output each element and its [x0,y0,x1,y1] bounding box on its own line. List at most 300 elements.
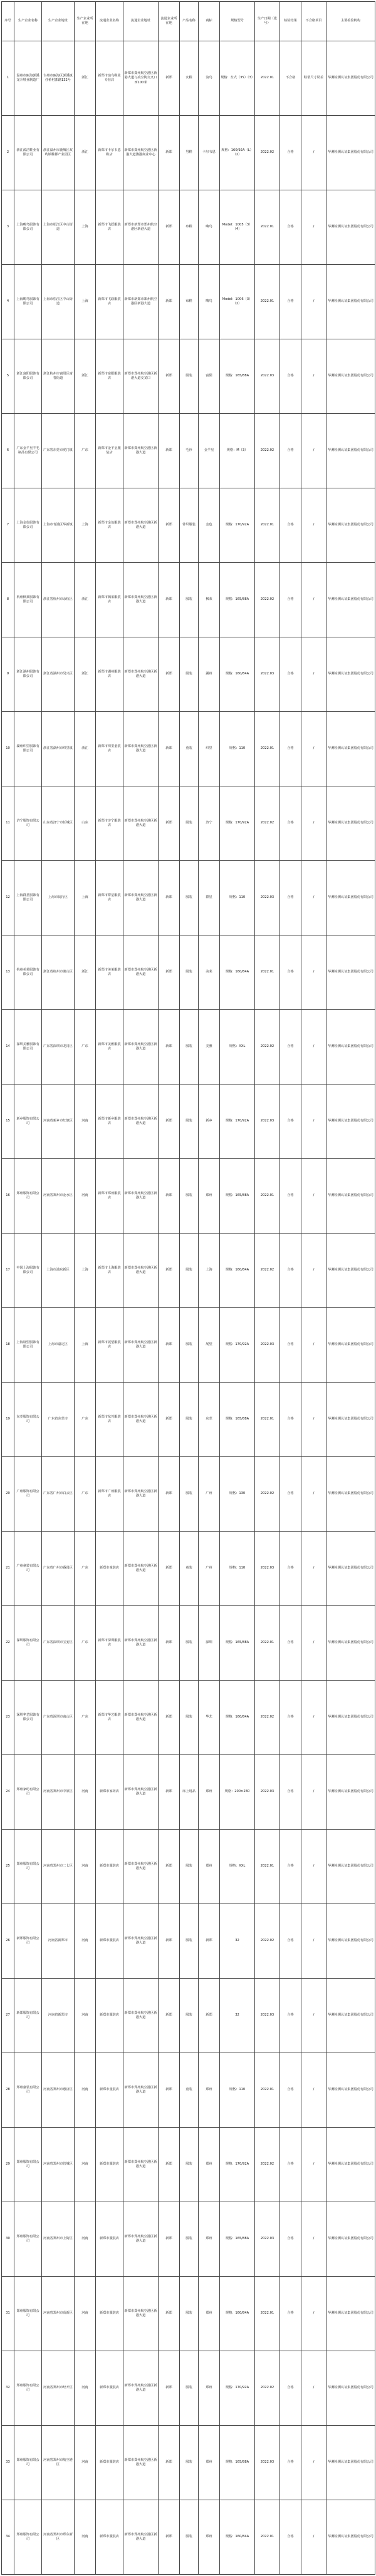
cell-seller: 新郑市飞跃服装店 [96,190,123,265]
cell-brand: 群星 [199,861,220,935]
cell-model: 规格：M（3） [220,414,255,488]
cell-brand: 嗨鸟 [199,190,220,265]
cell-item: / [301,1606,326,1681]
table-row [2,1532,375,1606]
cell-seller-addr: 新郑市郑州航空港区新港大道 [123,1084,159,1159]
cell-item: / [301,712,326,786]
cell-no: 28 [2,2053,14,2128]
cell-seller: 新郑市家纺店 [96,1755,123,1830]
cell-model: 规格：170/92A [220,2351,255,2426]
cell-seller: 新郑市服装店 [96,1979,123,2053]
cell-loc: 广东 [75,1010,96,1084]
cell-no: 29 [2,2128,14,2202]
cell-mfr-addr: 河南省新乡市红旗区 [42,1084,75,1159]
cell-lab: 华测检测认证集团股份有限公司 [326,2202,375,2277]
cell-mfr: 济宁服饰有限公司 [14,786,42,861]
cell-model: 规格：200×230 [220,1755,255,1830]
table-row [2,2053,375,2128]
cell-brand: 东莞 [199,1383,220,1457]
cell-mfr: 新乡服饰有限公司 [14,1084,42,1159]
cell-mfr-addr: 河南省郑州市高新区 [42,2277,75,2351]
cell-item: / [301,1904,326,1979]
cell-seller-addr: 新郑市郑州航空港区新港大道 [123,1308,159,1383]
cell-mfr: 上海金色服饰有限公司 [14,488,42,563]
cell-product: 童装 [180,1532,199,1606]
cell-batch: 2022.03 [255,1532,280,1606]
cell-product: 服装 [180,786,199,861]
cell-no: 20 [2,1457,14,1532]
cell-product: 服装 [180,2351,199,2426]
cell-lab: 华测检测认证集团股份有限公司 [326,1904,375,1979]
table-row [2,637,375,712]
cell-loc: 浙江 [75,339,96,414]
cell-result: 合格 [280,1010,301,1084]
cell-seller: 新郑市金色服装店 [96,488,123,563]
cell-mfr-addr: 上海市松江区中山街道 [42,190,75,265]
cell-result: 合格 [280,2053,301,2128]
cell-seller-loc: 新郑 [159,1606,180,1681]
cell-mfr: 郑州服饰有限公司 [14,2500,42,2575]
cell-lab: 华测检测认证集团股份有限公司 [326,712,375,786]
cell-model: 规格：160/84A [220,2500,255,2575]
cell-mfr: 郑州服饰有限公司 [14,2128,42,2202]
cell-brand: 郑州 [199,2277,220,2351]
cell-lab: 华测检测认证集团股份有限公司 [326,2128,375,2202]
cell-seller-addr: 新郑市郑州航空港区新港大道 [123,2128,159,2202]
cell-product: 布鞋 [180,265,199,339]
cell-seller-addr: 新郑市郑州航空港区新港大道 [123,1755,159,1830]
cell-batch: 2022.01 [255,2053,280,2128]
table-header-row [2,2,375,41]
cell-brand: 广州 [199,1457,220,1532]
cell-item: / [301,1308,326,1383]
cell-mfr: 温州市瓯海郭溪龙升鞋业制造厂 [14,41,42,116]
cell-seller-addr: 新郑市郑州航空港区新港大道 [123,1383,159,1457]
cell-mfr-addr: 河南省郑州市经开区 [42,2351,75,2426]
cell-seller: 新郑市童装店 [96,2053,123,2128]
cell-lab: 华测检测认证集团股份有限公司 [326,563,375,637]
cell-product: 服装 [180,1234,199,1308]
cell-seller-loc: 新郑 [159,1830,180,1904]
cell-no: 4 [2,265,14,339]
cell-result: 合格 [280,935,301,1010]
cell-mfr-addr: 浙江省湖州市织里镇 [42,712,75,786]
cell-seller: 新郑市服装店 [96,2426,123,2500]
cell-mfr: 上海群星服饰有限公司 [14,861,42,935]
cell-batch: 2022.01 [255,1606,280,1681]
table-row [2,935,375,1010]
cell-item: / [301,1457,326,1532]
table-row [2,861,375,935]
cell-lab: 华测检测认证集团股份有限公司 [326,1308,375,1383]
cell-product: 服装 [180,1457,199,1532]
cell-batch: 2022.02 [255,563,280,637]
table-row [2,1681,375,1755]
cell-lab: 华测检测认证集团股份有限公司 [326,935,375,1010]
table-row [2,339,375,414]
cell-item: / [301,637,326,712]
cell-mfr: 上海嗨鸟服饰有限公司 [14,265,42,339]
cell-loc: 上海 [75,1234,96,1308]
cell-seller: 新郑市群星服装店 [96,861,123,935]
cell-seller-addr: 新郑市郑州航空港区新港大道 [123,637,159,712]
cell-mfr-addr: 河南省新郑市 [42,1904,75,1979]
cell-batch: 2022.03 [255,637,280,712]
cell-item: / [301,1234,326,1308]
cell-lab: 华测检测认证集团股份有限公司 [326,1755,375,1830]
cell-seller: 新郑市深圳服装店 [96,1606,123,1681]
cell-product: 服装 [180,339,199,414]
cell-result: 合格 [280,1755,301,1830]
cell-seller-loc: 新郑 [159,2277,180,2351]
cell-mfr: 浙江富阳服饰有限公司 [14,339,42,414]
cell-seller-addr: 新郑市郑州航空港区新港大道 [123,414,159,488]
cell-loc: 上海 [75,861,96,935]
cell-batch: 2022.01 [255,935,280,1010]
cell-mfr: 郑州服饰有限公司 [14,2426,42,2500]
column-header: 流通企业所在地 [159,2,180,41]
cell-seller-loc: 新郑 [159,1904,180,1979]
cell-batch: 2022.01 [255,41,280,116]
cell-batch: 2022.03 [255,2202,280,2277]
cell-result: 合格 [280,1457,301,1532]
cell-seller-addr: 新郑市郑州航空港区新港大道 [123,712,159,786]
cell-batch: 2022.02 [255,1010,280,1084]
cell-model: 规格：160/84A [220,1681,255,1755]
cell-seller-addr: 新郑市郑州航空港区新港大道 [123,786,159,861]
cell-seller-loc: 新郑 [159,2500,180,2575]
cell-brand: 华艺 [199,1681,220,1755]
table-row [2,712,375,786]
column-header: 生产企业名称 [14,2,42,41]
cell-seller: 新郑市浪鸟鞋业专营店 [96,41,123,116]
cell-seller: 新郑市服装店 [96,2128,123,2202]
cell-lab: 华测检测认证集团股份有限公司 [326,2426,375,2500]
cell-lab: 华测检测认证集团股份有限公司 [326,116,375,190]
cell-mfr: 深圳服饰有限公司 [14,1606,42,1681]
cell-seller-loc: 新郑 [159,1159,180,1234]
cell-model: 规格：170/92A [220,786,255,861]
column-header: 产品名称 [180,2,199,41]
cell-item: / [301,190,326,265]
cell-item: / [301,488,326,563]
cell-brand: 郑州 [199,2426,220,2500]
cell-item: / [301,414,326,488]
cell-result: 合格 [280,190,301,265]
cell-item: / [301,116,326,190]
cell-brand: 郑州 [199,2202,220,2277]
cell-brand: 枫莱 [199,563,220,637]
cell-loc: 河南 [75,2351,96,2426]
cell-loc: 河南 [75,1159,96,1234]
cell-item: / [301,1084,326,1159]
cell-item: / [301,861,326,935]
cell-model: 规格：160/84A [220,637,255,712]
cell-seller-addr: 新郑市郑州航空港区新港大道交叉口 [123,339,159,414]
cell-lab: 华测检测认证集团股份有限公司 [326,2277,375,2351]
cell-item: / [301,563,326,637]
cell-brand: 浪鸟 [199,41,220,116]
cell-lab: 华测检测认证集团股份有限公司 [326,2500,375,2575]
cell-seller-loc: 新郑 [159,414,180,488]
cell-mfr: 郑州服饰有限公司 [14,2277,42,2351]
cell-model: 规格：170/92A [220,488,255,563]
table-row [2,2128,375,2202]
cell-batch: 2022.02 [255,2128,280,2202]
cell-no: 31 [2,2277,14,2351]
cell-mfr: 浙江湖州服饰有限公司 [14,637,42,712]
cell-loc: 浙江 [75,116,96,190]
cell-mfr: 深圳美雅服饰有限公司 [14,1010,42,1084]
cell-seller-addr: 新郑市郑州航空港区新港大道 [123,1979,159,2053]
column-header: 生产日期（批号） [255,2,280,41]
cell-seller: 新郑市美雅服装店 [96,1010,123,1084]
cell-product: 服装 [180,1830,199,1904]
cell-batch: 2022.02 [255,786,280,861]
cell-item: / [301,786,326,861]
cell-product: 童装 [180,712,199,786]
cell-model: 32 [220,1979,255,2053]
cell-brand: 美雅 [199,1010,220,1084]
cell-mfr: 新郑服饰有限公司 [14,1979,42,2053]
cell-model: 规格：110 [220,2053,255,2128]
cell-no: 17 [2,1234,14,1308]
cell-mfr-addr: 上海市嘉定区 [42,1308,75,1383]
cell-brand: 新郑 [199,1979,220,2053]
cell-item: 鞋帮尺寸误差 [301,41,326,116]
table-row [2,1308,375,1383]
column-header: 不合格项目 [301,2,326,41]
cell-mfr-addr: 台州市瓯海区郭溪镇任桥村郭路132号 [42,41,75,116]
cell-seller-addr: 新郑市郑州航空港区新港大道 [123,2426,159,2500]
cell-lab: 华测检测认证集团股份有限公司 [326,265,375,339]
cell-item: / [301,1755,326,1830]
cell-brand: 郑州 [199,2128,220,2202]
cell-no: 14 [2,1010,14,1084]
table-row [2,116,375,190]
cell-batch: 2022.03 [255,1979,280,2053]
cell-item: / [301,2426,326,2500]
cell-seller-addr: 新郑市郑州航空港区新港大道与凌空街交叉口西100米 [123,41,159,116]
cell-brand: 郑州 [199,1159,220,1234]
cell-seller: 新郑市济宁服装店 [96,786,123,861]
cell-mfr-addr: 浙江省杭州市余杭区 [42,563,75,637]
table-row [2,414,375,488]
cell-mfr-addr: 上海市松江区中山街道 [42,265,75,339]
cell-batch: 2022.01 [255,1383,280,1457]
cell-result: 合格 [280,786,301,861]
cell-batch: 2022.02 [255,1681,280,1755]
cell-result: 合格 [280,2202,301,2277]
cell-product: 服装 [180,1606,199,1681]
cell-item: / [301,1159,326,1234]
cell-result: 合格 [280,2277,301,2351]
table-row [2,1084,375,1159]
cell-batch: 2022.03 [255,2426,280,2500]
cell-no: 22 [2,1606,14,1681]
cell-item: / [301,2053,326,2128]
cell-seller-addr: 新郑市郑州航空港区新港大道 [123,1010,159,1084]
table-row [2,1234,375,1308]
cell-product: 服装 [180,2202,199,2277]
cell-brand: 济宁 [199,786,220,861]
cell-seller-loc: 新郑 [159,2351,180,2426]
cell-mfr: 深圳华艺服饰有限公司 [14,1681,42,1755]
cell-mfr-addr: 浙江省杭州市萧山区 [42,935,75,1010]
cell-seller-addr: 新郑市郑州航空港区新港大道 [123,1234,159,1308]
table-row [2,2277,375,2351]
cell-no: 3 [2,190,14,265]
cell-brand: 新乡 [199,1084,220,1159]
cell-brand: 郑州 [199,1755,220,1830]
cell-result: 合格 [280,2426,301,2500]
cell-lab: 华测检测认证集团股份有限公司 [326,41,375,116]
cell-item: / [301,1830,326,1904]
cell-mfr: 杭州美莱服饰有限公司 [14,935,42,1010]
cell-seller-addr: 新郑市郑州航空港区新港大道 [123,563,159,637]
column-header: 流通企业地址 [123,2,159,41]
cell-product: 服装 [180,1084,199,1159]
cell-loc: 河南 [75,2202,96,2277]
cell-seller-loc: 新郑 [159,712,180,786]
cell-seller: 新郑市美莱服装店 [96,935,123,1010]
cell-mfr: 东莞服饰有限公司 [14,1383,42,1457]
cell-item: / [301,1532,326,1606]
column-header: 检验结果 [280,2,301,41]
inspection-results-table [1,1,375,2575]
table-row [2,2500,375,2575]
cell-brand: 金羊皇 [199,414,220,488]
cell-product: 服装 [180,1681,199,1755]
cell-product: 男鞋 [180,116,199,190]
cell-seller: 新郑市服装店 [96,1830,123,1904]
cell-mfr-addr: 河南省郑州市金水区 [42,1159,75,1234]
cell-loc: 河南 [75,1904,96,1979]
cell-batch: 2022.01 [255,190,280,265]
cell-product: 服装 [180,2426,199,2500]
table-body [2,41,375,2575]
cell-seller: 新郑市展望服装店 [96,1308,123,1383]
cell-brand: 上海 [199,1234,220,1308]
table-row [2,41,375,116]
cell-seller-loc: 新郑 [159,1308,180,1383]
cell-seller-loc: 新郑 [159,786,180,861]
cell-mfr: 郑州服饰有限公司 [14,2351,42,2426]
cell-no: 21 [2,1532,14,1606]
cell-mfr-addr: 浙江省湖州市吴兴区 [42,637,75,712]
cell-no: 30 [2,2202,14,2277]
cell-no: 16 [2,1159,14,1234]
cell-mfr-addr: 广东省深圳市宝安区 [42,1606,75,1681]
cell-model: 规格：女式（35）（3） [220,41,255,116]
cell-loc: 广东 [75,1383,96,1457]
cell-item: / [301,1979,326,2053]
cell-item: / [301,339,326,414]
cell-seller-addr: 新郑市郑州航空港区新港大道 [123,2277,159,2351]
table-row [2,190,375,265]
cell-product: 服装 [180,2277,199,2351]
cell-lab: 华测检测认证集团股份有限公司 [326,1084,375,1159]
cell-model: 规格：170/92A [220,1308,255,1383]
cell-result: 合格 [280,1159,301,1234]
cell-model: 规格：160/84A [220,935,255,1010]
cell-result: 合格 [280,563,301,637]
cell-mfr: 湖州织里服饰有限公司 [14,712,42,786]
column-header: 流通企业名称 [96,2,123,41]
cell-model: 规格：170/92A [220,2128,255,2202]
cell-seller-loc: 新郑 [159,190,180,265]
cell-batch: 2022.02 [255,1234,280,1308]
cell-seller-loc: 新郑 [159,265,180,339]
cell-seller-addr: 新郑市郑州航空港区新港大道 [123,488,159,563]
cell-seller-addr: 新郑市郑州航空港区新港大道 [123,1159,159,1234]
cell-seller: 新郑市新乡服装店 [96,1084,123,1159]
cell-seller-addr: 新郑市郑州航空港区新港大道 [123,861,159,935]
cell-no: 8 [2,563,14,637]
cell-product: 女鞋 [180,41,199,116]
cell-result: 不合格 [280,41,301,116]
cell-loc: 广东 [75,414,96,488]
cell-brand: 织里 [199,712,220,786]
table-row [2,1904,375,1979]
cell-loc: 山东 [75,786,96,861]
cell-product: 床上用品 [180,1755,199,1830]
table-row [2,1010,375,1084]
cell-mfr: 浙江源洁鞋业有限公司 [14,116,42,190]
cell-lab: 华测检测认证集团股份有限公司 [326,1979,375,2053]
cell-no: 18 [2,1308,14,1383]
cell-seller: 新郑市卡尔韦恩鞋店 [96,116,123,190]
cell-seller: 新郑市广州服装店 [96,1457,123,1532]
cell-model: 规格：165/88A [220,1606,255,1681]
cell-seller-loc: 新郑 [159,1457,180,1532]
cell-loc: 河南 [75,2053,96,2128]
cell-seller-addr: 新郑市郑州航空港区新港大道 [123,2500,159,2575]
cell-item: / [301,1010,326,1084]
cell-batch: 2022.02 [255,414,280,488]
cell-brand: 深圳 [199,1606,220,1681]
cell-seller-addr: 新郑市郑州航空港区新港大道 [123,935,159,1010]
cell-seller-addr: 新郑市郑州航空港区新港大道 [123,2053,159,2128]
cell-no: 1 [2,41,14,116]
cell-lab: 华测检测认证集团股份有限公司 [326,339,375,414]
cell-item: / [301,265,326,339]
cell-result: 合格 [280,116,301,190]
cell-batch: 2022.02 [255,1457,280,1532]
cell-seller: 新郑市湖州服装店 [96,637,123,712]
cell-seller: 新郑市织里童装店 [96,712,123,786]
cell-item: / [301,935,326,1010]
cell-model: 规格：165/88A [220,2426,255,2500]
cell-loc: 河南 [75,1755,96,1830]
cell-product: 服装 [180,1308,199,1383]
cell-mfr-addr: 河南省郑州市中原区 [42,1755,75,1830]
cell-seller-loc: 新郑 [159,1383,180,1457]
cell-mfr: 郑州童装有限公司 [14,2053,42,2128]
table-row [2,2202,375,2277]
cell-mfr: 郑州服饰有限公司 [14,1830,42,1904]
table-row [2,1606,375,1681]
cell-seller-loc: 新郑 [159,2202,180,2277]
cell-batch: 2022.01 [255,712,280,786]
cell-result: 合格 [280,1308,301,1383]
cell-batch: 2022.03 [255,1755,280,1830]
cell-seller-addr: 新郑市郑州航空港区新港大道 [123,1532,159,1606]
cell-batch: 2022.02 [255,116,280,190]
cell-mfr-addr: 山东省济宁市任城区 [42,786,75,861]
cell-brand: 郑州 [199,2351,220,2426]
cell-no: 34 [2,2500,14,2575]
